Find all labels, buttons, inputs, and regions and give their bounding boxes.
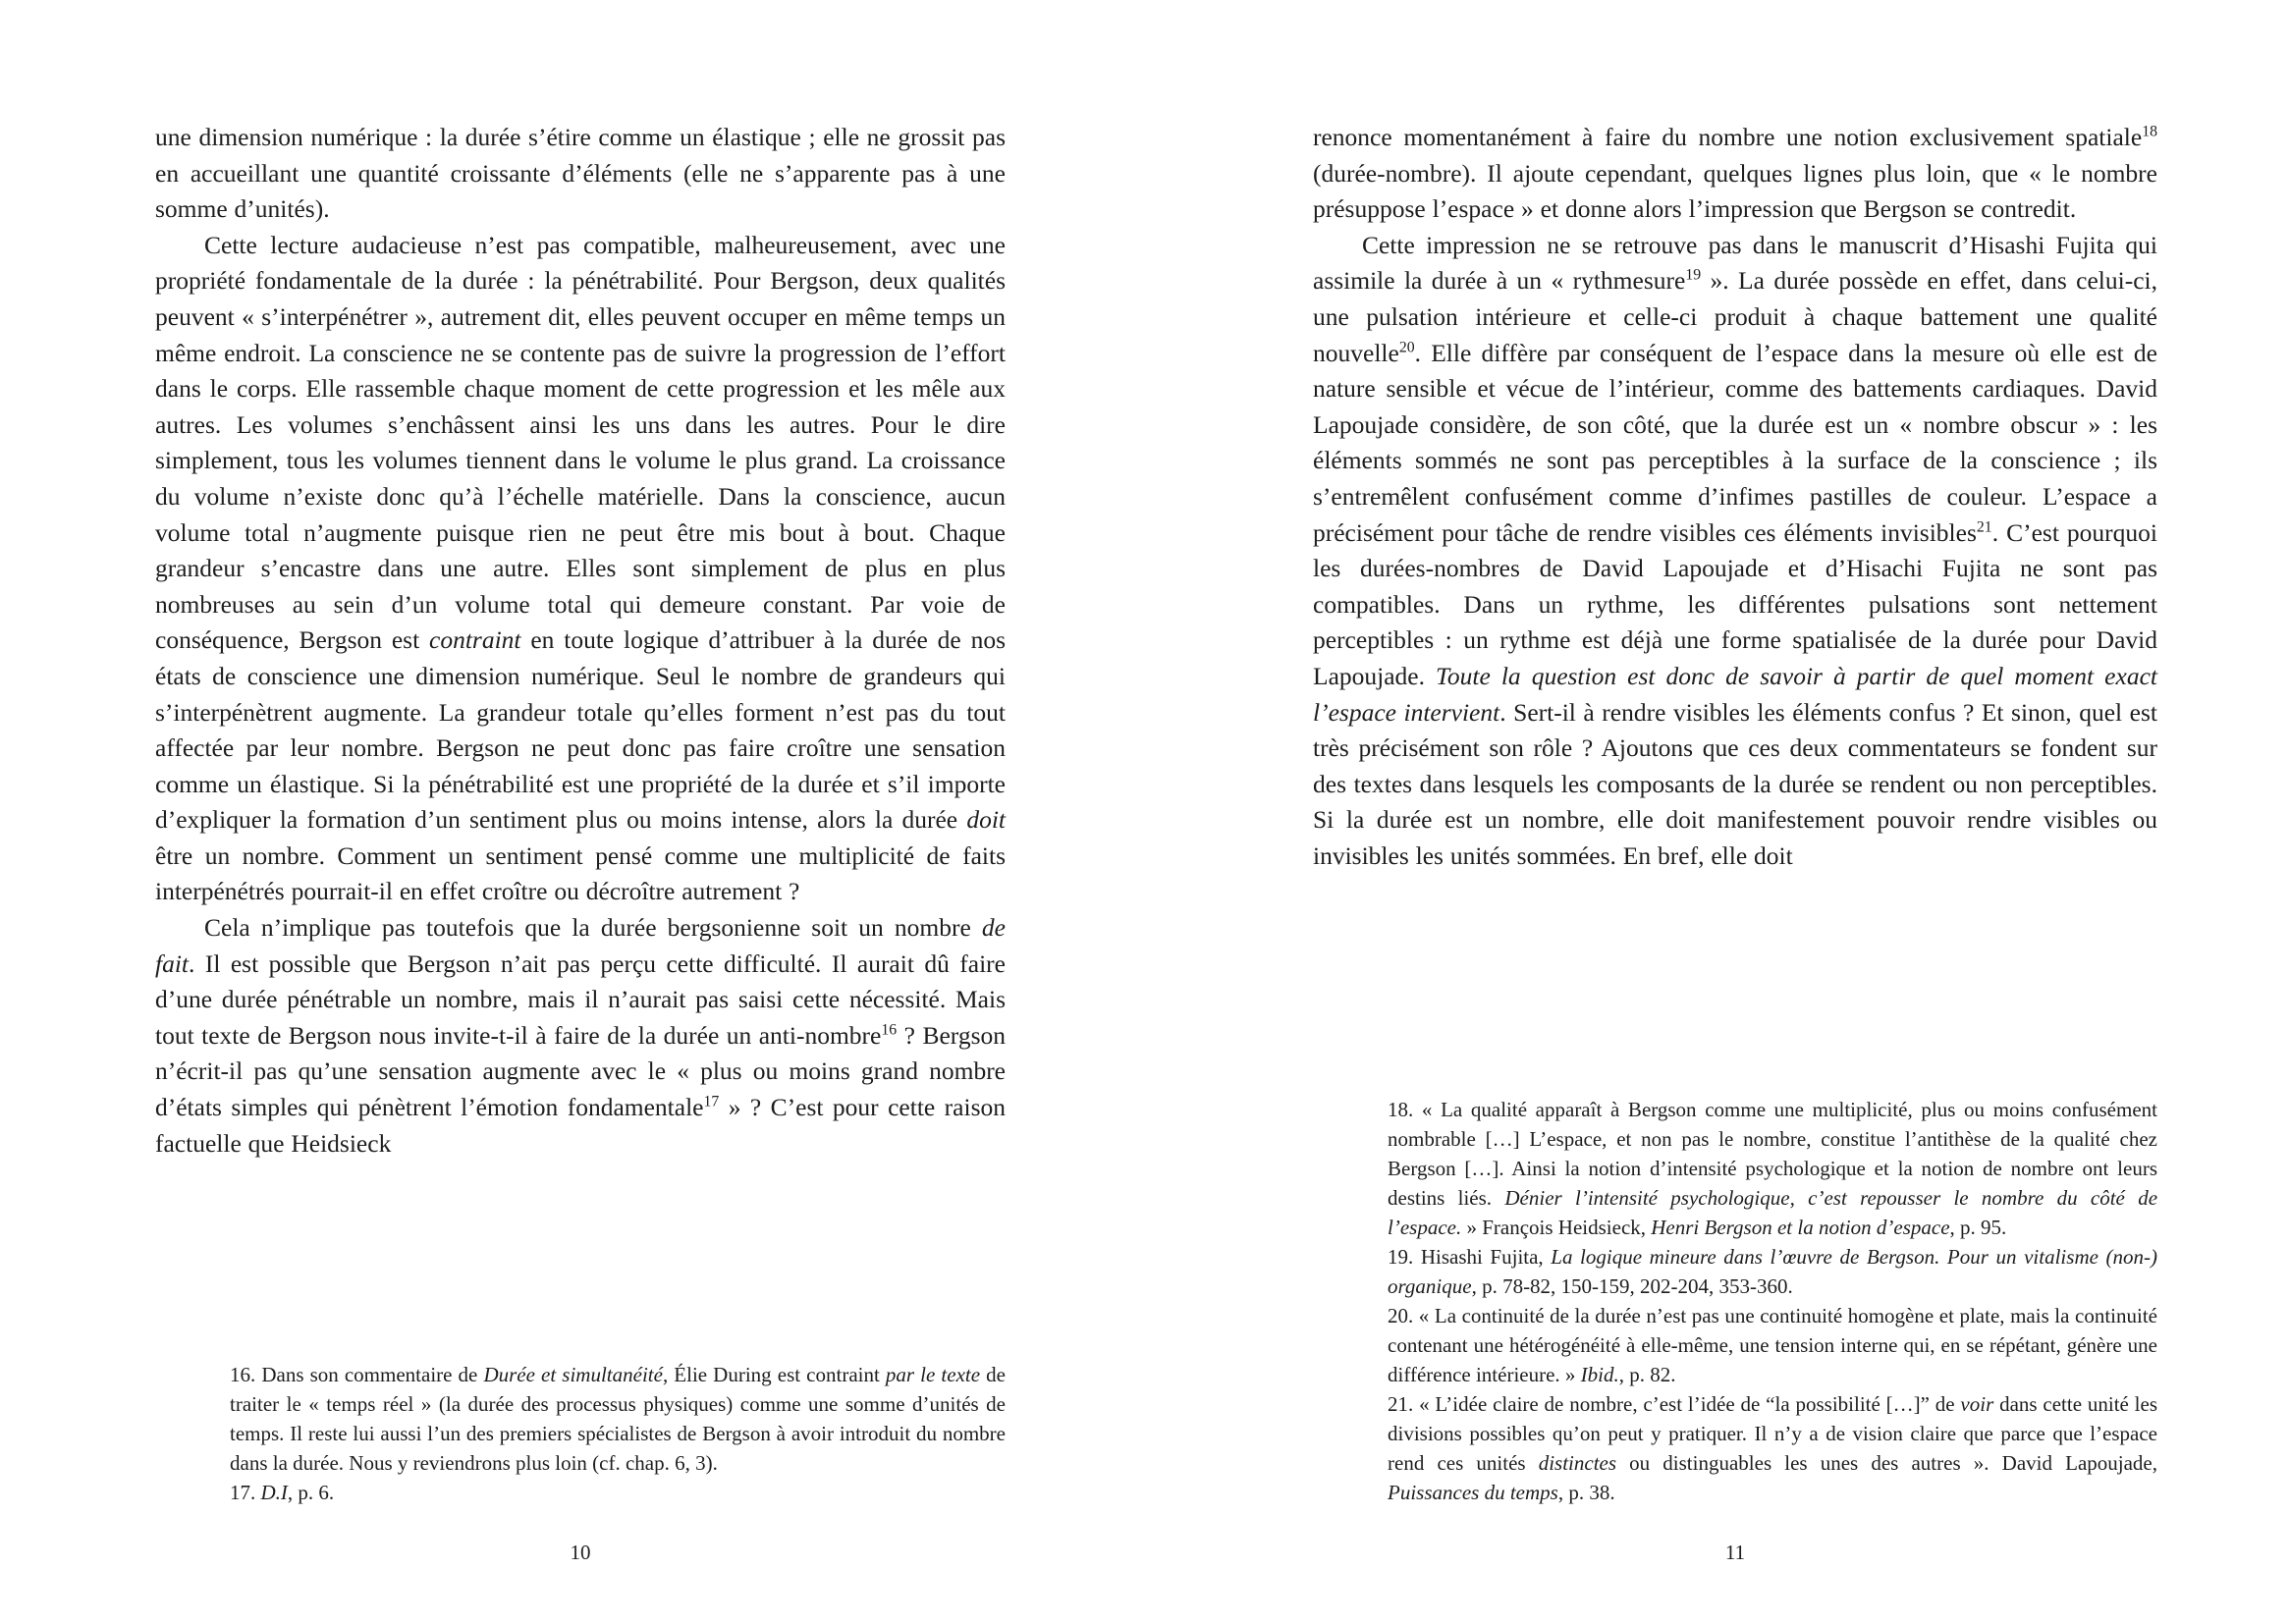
footnote: 16. Dans son commentaire de Durée et simultanéité, Élie During est contraint par le texte de traiter le « temps réel » (la durée des processus physiques) comme une somme d’unités de temps. Il reste lui aussi l’un des premiers spécialistes de Bergson à avoir introduit du nombre dans la durée. Nous y reviendrons plus loin (cf. chap. 6, 3). [230, 1363, 1006, 1475]
paragraph: renonce momentanément à faire du nombre une notion exclusivement spatiale$^{18}$ (durée-nombre). Il ajoute cependant, quelques lignes plus loin, que « le nombre présuppose l’espace » et donne alors l’impression que Bergson se contredit. [1313, 123, 2157, 224]
footnote: 17. D.I, p. 6. [230, 1481, 335, 1504]
page-right-body [1313, 120, 2157, 874]
page-number-right: 11 [1724, 1541, 1746, 1564]
page-left-body [155, 120, 1006, 1162]
paragraph: Cette lecture audacieuse n’est pas compatible, malheureusement, avec une propriété fondamentale de la durée : la pénétrabilité. Pour Bergson, deux qualités peuvent « s’interpénétrer », autrement dit, elles peuvent occuper en même temps un même endroit. La conscience ne se contente pas de suivre la progression de l’effort dans le corps. Elle rassemble chaque moment de cette progression et les mêle aux autres. Les volumes s’enchâssent ainsi les uns dans les autres. Pour le dire simplement, tous les volumes tiennent dans le volume le plus grand. La croissance du volume n’existe donc qu’à l’échelle matérielle. Dans la conscience, aucun volume total n’augmente puisque rien ne peut être mis bout à bout. Chaque grandeur s’encastre dans une autre. Elles sont simplement de plus en plus nombreuses au sein d’un volume total qui demeure constant. Par voie de conséquence, Bergson est contraint en toute logique d’attribuer à la durée de nos états de conscience une dimension numérique. Seul le nombre de grandeurs qui s’interpénètrent augmente. La grandeur totale qu’elles forment n’est pas du tout affectée par leur nombre. Bergson ne peut donc pas faire croître une sensation comme un élastique. Si la pénétrabilité est une propriété de la durée et s’il importe d’expliquer la formation d’un sentiment plus ou moins intense, alors la durée doit être un nombre. Comment un sentiment pensé comme une multiplicité de faits interpénétrés pourrait-il en effet croître ou décroître autrement ? [155, 230, 1006, 906]
page-left-footnotes [230, 1360, 1006, 1507]
footnote: 21. « L’idée claire de nombre, c’est l’idée de “la possibilité […]” de voir dans cette unité les divisions possibles qu’on peut y pratiquer. Il n’y a de vision claire que parce que l’espace rend ces unités distinctes ou distinguables les unes des autres ». David Lapoujade, Puissances du temps, p. 38. [1388, 1392, 2157, 1504]
page-right-footnotes [1388, 1095, 2157, 1507]
page-right [1313, 120, 2157, 1565]
page-number-left: 10 [570, 1541, 591, 1564]
paragraph: Cela n’implique pas toutefois que la durée bergsonienne soit un nombre de fait. Il est possible que Bergson n’ait pas perçu cette difficulté. Il aurait dû faire d’une durée pénétrable un nombre, mais il n’aurait pas saisi cette nécessité. Mais tout texte de Bergson nous invite-t-il à faire de la durée un anti-nombre$^{16}$ ? Bergson n’écrit-il pas qu’une sensation augmente avec le « plus ou moins grand nombre d’états simples qui pénètrent l’émotion fondamentale$^{17}$ » ? C’est pour cette raison factuelle que Heidsieck [155, 913, 1006, 1158]
footnote: 18. « La qualité apparaît à Bergson comme une multiplicité, plus ou moins confusément nombrable […] L’espace, et non pas le nombre, constitue l’antithèse de la qualité chez Bergson […]. Ainsi la notion d’intensité psychologique et la notion de nombre ont leurs destins liés. Dénier l’intensité psychologique, c’est repousser le nombre du côté de l’espace. » François Heidsieck, Henri Bergson et la notion d’espace, p. 95. [1388, 1098, 2158, 1239]
paragraph: Cette impression ne se retrouve pas dans le manuscrit d’Hisashi Fujita qui assimile la durée à un « rythmesure$^{19}$ ». La durée possède en effet, dans celui-ci, une pulsation intérieure et celle-ci produit à chaque battement une qualité nouvelle$^{20}$. Elle diffère par conséquent de l’espace dans la mesure où elle est de nature sensible et vécue de l’intérieur, comme des battements cardiaques. David Lapoujade considère, de son côté, que la durée est un « nombre obscur » : les éléments sommés ne sont pas perceptibles à la surface de la conscience ; ils s’entremêlent confusément comme d’infimes pastilles de couleur. L’espace a précisément pour tâche de rendre visibles ces éléments invisibles$^{21}$. C’est pourquoi les durées-nombres de David Lapoujade et d’Hisachi Fujita ne sont pas compatibles. Dans un rythme, les différentes pulsations sont nettement perceptibles : un rythme est déjà une forme spatialisée de la durée pour David Lapoujade. Toute la question est donc de savoir à partir de quel moment exact l’espace intervient. Sert-il à rendre visibles les éléments confus ? Et sinon, quel est très précisément son rôle ? Ajoutons que ces deux commentateurs se fondent sur des textes dans lesquels les composants de la durée se rendent ou non perceptibles. Si la durée est un nombre, elle doit manifestement pouvoir rendre visibles ou invisibles les unités sommées. En bref, elle doit [1313, 230, 2158, 870]
paragraph: une dimension numérique : la durée s’étire comme un élastique ; elle ne grossit pas en accueillant une quantité croissante d’éléments (elle ne s’apparente pas à une somme d’unités). [155, 123, 1006, 224]
footnote: 20. « La continuité de la durée n’est pas une continuité homogène et plate, mais la continuité contenant une hétérogénéité à elle-même, une tension interne qui, en se répétant, génère une différence intérieure. » Ibid., p. 82. [1388, 1304, 2157, 1386]
page-left [155, 120, 1006, 1565]
footnote: 19. Hisashi Fujita, La logique mineure dans l’œuvre de Bergson. Pour un vitalisme (non-) organique, p. 78-82, 150-159, 202-204, 353-360. [1388, 1245, 2157, 1298]
